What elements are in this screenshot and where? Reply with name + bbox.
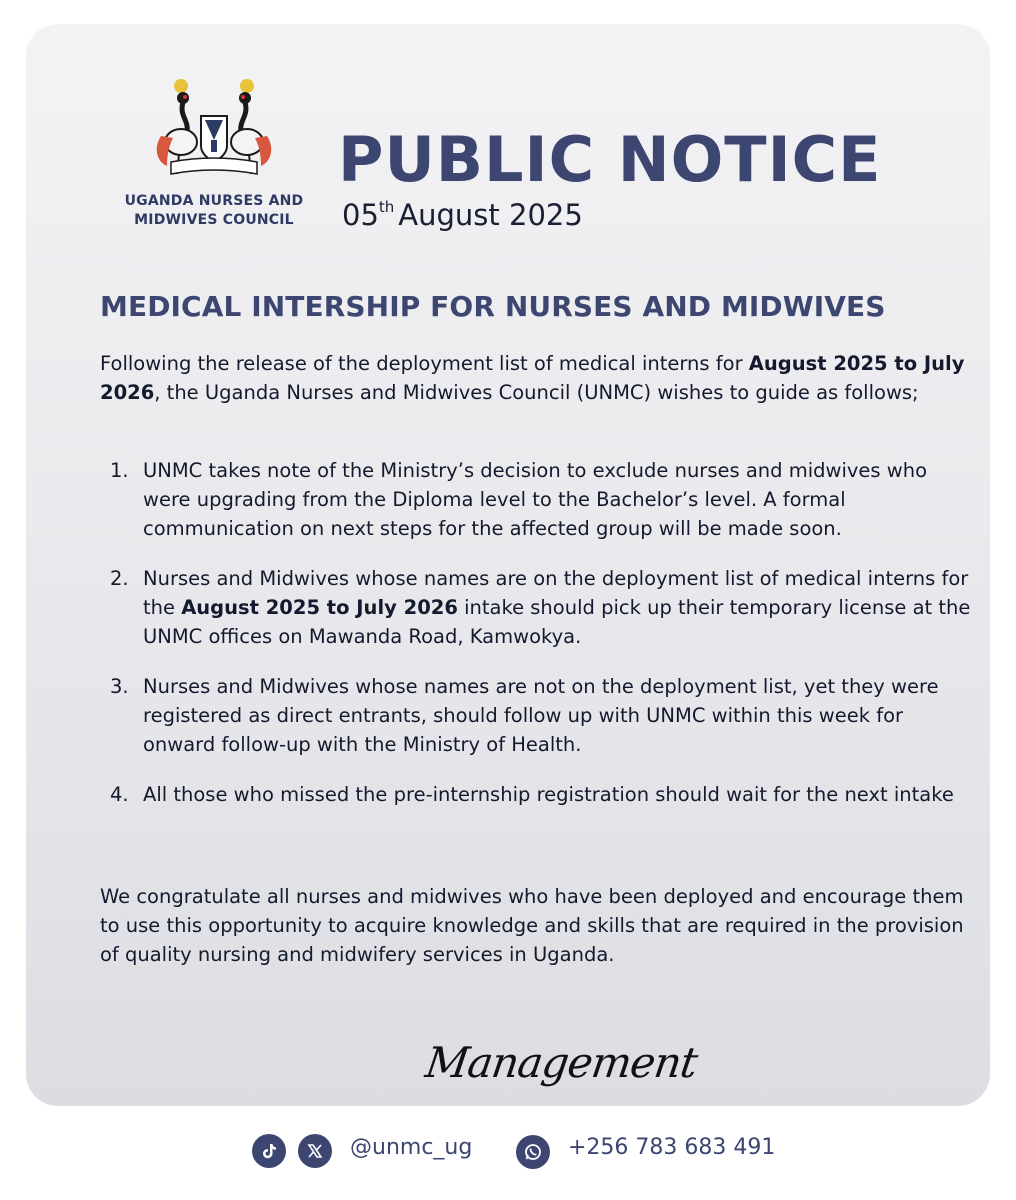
intro-paragraph xyxy=(100,349,980,407)
list-item xyxy=(100,456,980,543)
list-item-text: Nurses and Midwives whose names are on the deployment list of medical interns for the xyxy=(143,567,969,619)
social-handle[interactable]: @unmc_ug xyxy=(350,1135,473,1160)
page-title: PUBLIC NOTICE xyxy=(338,123,882,196)
list-item-number: 2. xyxy=(110,567,129,590)
guidance-list xyxy=(100,456,980,809)
contact-footer xyxy=(0,1128,1016,1176)
phone-number[interactable]: +256 783 683 491 xyxy=(568,1135,776,1160)
council-logo xyxy=(114,76,314,230)
closing-paragraph: We congratulate all nurses and midwives who have been deployed and encourage them to use this opportunity to acquire knowledge and skills that are required in the provision of quality nursing and midwifery services in Uganda. xyxy=(100,885,964,966)
council-name-line1: UGANDA NURSES AND xyxy=(124,193,304,209)
date-rest: August 2025 xyxy=(398,198,583,232)
notice-date xyxy=(342,198,583,232)
list-item-bold-period: August 2025 to July 2026 xyxy=(181,596,458,619)
list-item-text: Nurses and Midwives whose names are not on the deployment list, yet they were registered as direct entrants, should follow up with UNMC within this week for onward follow-up with the Ministry of Health. xyxy=(143,675,939,756)
list-item-number: 1. xyxy=(110,459,129,482)
council-name-line2: MIDWIVES COUNCIL xyxy=(134,212,294,228)
list-item-text: All those who missed the pre-internship registration should wait for the next intake xyxy=(143,783,954,806)
list-item-number: 4. xyxy=(110,783,129,806)
tiktok-icon[interactable] xyxy=(252,1134,286,1168)
list-item xyxy=(100,780,980,809)
list-item xyxy=(100,564,980,651)
list-item-text: intake should pick up their temporary license at the UNMC offices on Mawanda Road, Kamwokya. xyxy=(143,596,971,648)
intro-bold-period: August 2025 to July 2026 xyxy=(100,352,965,404)
notice-heading: MEDICAL INTERSHIP FOR NURSES AND MIDWIVES xyxy=(100,290,886,323)
whatsapp-icon[interactable] xyxy=(516,1135,550,1169)
management-signature: Management xyxy=(422,1038,700,1087)
intro-text-2: , the Uganda Nurses and Midwives Council (UNMC) wishes to guide as follows; xyxy=(154,381,919,404)
crested-crane-crest-icon xyxy=(149,76,279,186)
intro-text-1: Following the release of the deployment list of medical interns for xyxy=(100,352,749,375)
list-item-number: 3. xyxy=(110,675,129,698)
council-name xyxy=(114,192,314,230)
x-icon[interactable] xyxy=(298,1134,332,1168)
notice-card xyxy=(26,24,990,1106)
date-suffix: th xyxy=(378,198,395,216)
list-item xyxy=(100,672,980,759)
date-day: 05 xyxy=(342,198,379,232)
list-item-text: UNMC takes note of the Ministry’s decision to exclude nurses and midwives who were upgrading from the Diploma level to the Bachelor’s level. A formal communication on next steps for the affected group will be made soon. xyxy=(143,459,928,540)
